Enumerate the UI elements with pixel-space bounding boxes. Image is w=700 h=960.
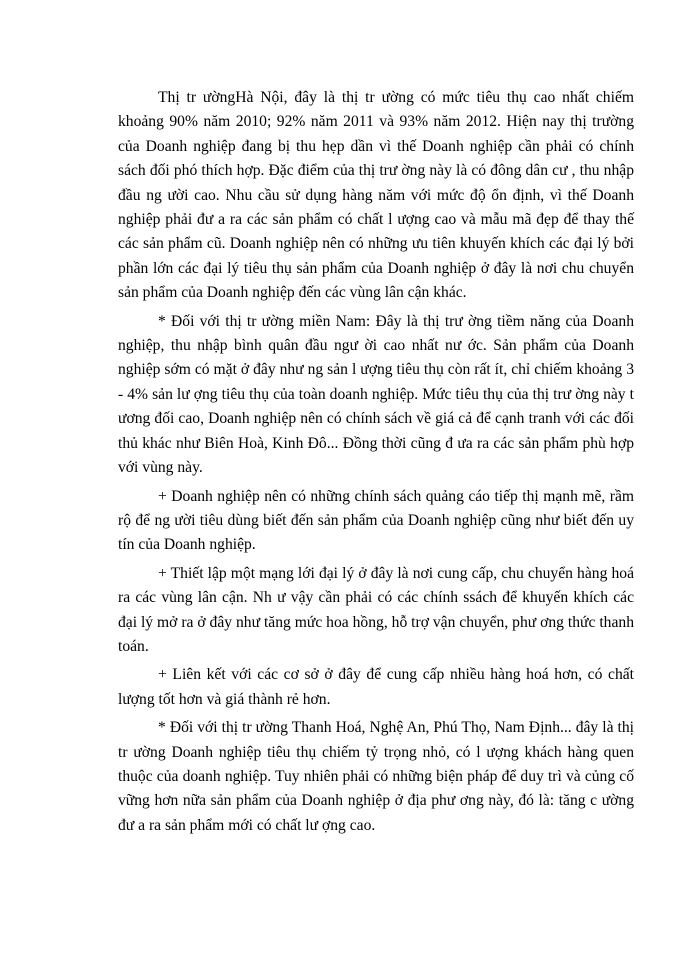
paragraph-agent-network: + Thiết lập một mạng lới đại lý ở đây là nơi cung cấp, chu chuyển hàng hoá ra các vùng lân cận. Nh ư vậy cần phải có các chính ssách để khuyến khích các đại lý mở ra ở đây như tăng mức hoa hồng, hỗ trợ vận chuyển, phư ơng thức thanh toán. — [118, 564, 634, 655]
document-body — [118, 86, 634, 838]
paragraph-provincial-markets: * Đối với thị tr ường Thanh Hoá, Nghệ An, Phú Thọ, Nam Định... đây là thị tr ường Doanh nghiệp tiêu thụ chiếm tỷ trọng nhỏ, có l ượng khách hàng quen thuộc của doanh nghiệp. Tuy nhiên phải có những biện pháp để duy trì và củng cố vững hơn nữa sản phẩm của Doanh nghiệp ở địa phư ơng này, đó là: tăng c ường đư a ra sản phẩm mới có chất lư ợng cao. — [118, 719, 634, 834]
paragraph-advertising: + Doanh nghiệp nên có những chính sách quảng cáo tiếp thị mạnh mẽ, rầm rộ để ng ười tiêu dùng biết đến sản phẩm của Doanh nghiệp cũng như biết đến uy tín của Doanh nghiệp. — [118, 487, 634, 554]
paragraph-southern-market: * Đối với thị tr ường miền Nam: Đây là thị trư ờng tiềm năng của Doanh nghiệp, thu nhập bình quân đầu ngư ời cao nhất nư ớc. Sản phẩm của Doanh nghiệp sớm có mặt ở đây như ng sản l ượng tiêu thụ còn rất ít, chỉ chiếm khoảng 3 - 4% sản lư ợng tiêu thụ của toàn doanh nghiệp. Mức tiêu thụ của thị trư ờng này t ương đối cao, Doanh nghiệp nên có chính sách về giá cả để cạnh tranh với các đối thủ khác như Biên Hoà, Kinh Đô... Đồng thời cũng đ ưa ra các sản phẩm phù hợp với vùng này. — [118, 312, 634, 477]
paragraph-hanoi-market: Thị tr ườngHà Nội, đây là thị tr ường có mức tiêu thụ cao nhất chiếm khoảng 90% năm 2010; 92% năm 2011 và 93% năm 2012. Hiện nay thị trường của Doanh nghiệp đang bị thu hẹp dần vì thế Doanh nghiệp cần phải có chính sách đối phó thích hợp. Đặc điểm của thị trư ờng này là có đông dân cư , thu nhập đầu ng ười cao. Nhu cầu sử dụng hàng năm với mức độ ổn định, vì thế Doanh nghiệp phải đư a ra các sản phẩm có chất l ượng cao và mẫu mã đẹp để thay thế các sản phẩm cũ. Doanh nghiệp nên có những ưu tiên khuyến khích các đại lý bởi phần lớn các đại lý tiêu thụ sản phẩm của Doanh nghiệp ở đây là nơi chu chuyển sản phẩm của Doanh nghiệp đến các vùng lân cận khác. — [118, 89, 634, 302]
paragraph-partnerships: + Liên kết với các cơ sở ở đây để cung cấp nhiều hàng hoá hơn, có chất lượng tốt hơn và giá thành rẻ hơn. — [118, 666, 634, 708]
